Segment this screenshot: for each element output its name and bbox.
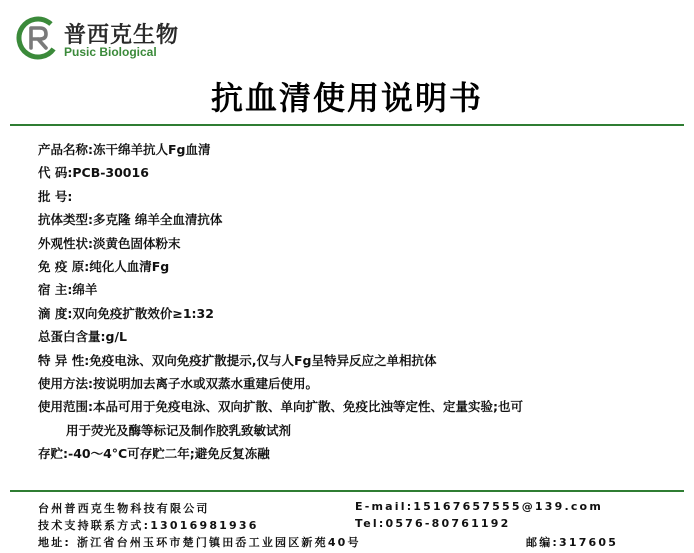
field-product-name [38, 140, 668, 163]
contact-email: E-mail:15167657555@139.com [355, 500, 603, 513]
field-value: 多克隆 绵羊全血清抗体 [93, 212, 223, 228]
product-fields [38, 140, 668, 467]
field-appearance [38, 234, 668, 257]
company-name: 台州普西克生物科技有限公司 [38, 502, 210, 515]
field-label: 宿 主: [38, 282, 73, 298]
brand-name-cn: 普西克生物 [64, 23, 180, 48]
field-label: 总蛋白含量: [38, 329, 106, 345]
field-usage-method [38, 374, 668, 397]
support-phone: 技术支持联系方式:13016981936 [38, 519, 259, 532]
field-storage [38, 444, 668, 467]
field-label: 抗体类型: [38, 212, 93, 228]
field-value: 绵羊 [72, 282, 98, 298]
field-host [38, 280, 668, 303]
header-divider [10, 124, 684, 126]
field-specificity [38, 351, 668, 374]
field-value: g/L [105, 329, 127, 345]
field-label: 使用方法: [38, 375, 93, 391]
field-value: PCB-30016 [72, 165, 149, 181]
field-usage-scope [38, 397, 668, 420]
company-address: 地址: 浙江省台州玉环市楚门镇田岙工业园区新苑40号 [38, 536, 361, 549]
postal-code: 邮编:317605 [526, 536, 619, 549]
field-usage-scope-continued [38, 421, 668, 444]
field-value: 冻干绵羊抗人Fg血清 [93, 142, 211, 157]
field-label: 特 异 性: [38, 352, 90, 368]
field-titer [38, 304, 668, 327]
contact-footer [38, 500, 658, 551]
field-value: 双向免疫扩散效价≥1:32 [72, 305, 214, 321]
field-value: 按说明加去离子水或双蒸水重建后使用。 [93, 375, 319, 391]
field-total-protein [38, 327, 668, 350]
footer-row-address [38, 534, 658, 551]
contact-tel: Tel:0576-80761192 [355, 517, 511, 530]
field-label: 使用范围: [38, 399, 93, 415]
field-code [38, 163, 668, 186]
footer-row-support [38, 517, 658, 534]
field-label: 批 号: [38, 188, 73, 204]
footer-divider [10, 490, 684, 492]
field-batch [38, 187, 668, 210]
field-label: 外观性状: [38, 235, 93, 251]
field-value: 淡黄色固体粉末 [93, 235, 181, 251]
field-value: 免疫电泳、双向免疫扩散提示,仅与人Fg呈特异反应之单相抗体 [89, 352, 437, 368]
field-label: 免 疫 原: [38, 258, 90, 274]
field-value: 纯化人血清Fg [89, 258, 170, 274]
brand-name-en: Pusic Biological [64, 45, 157, 59]
field-antibody-type [38, 210, 668, 233]
field-label: 滴 度: [38, 305, 73, 321]
field-label: 产品名称: [38, 142, 93, 157]
field-label: 存贮: [38, 446, 68, 462]
pusic-logo-icon [16, 16, 60, 60]
field-value: -40～4°C可存贮二年;避免反复冻融 [68, 446, 270, 462]
field-value: 本品可用于免疫电泳、双向扩散、单向扩散、免疫比浊等定性、定量实验;也可 [93, 399, 524, 415]
document-title: 抗血清使用说明书 [210, 79, 483, 117]
footer-row-company [38, 500, 658, 517]
field-value: 用于荧光及酶等标记及制作胶乳致敏试剂 [66, 422, 292, 438]
field-immunogen [38, 257, 668, 280]
field-label: 代 码: [38, 165, 73, 181]
